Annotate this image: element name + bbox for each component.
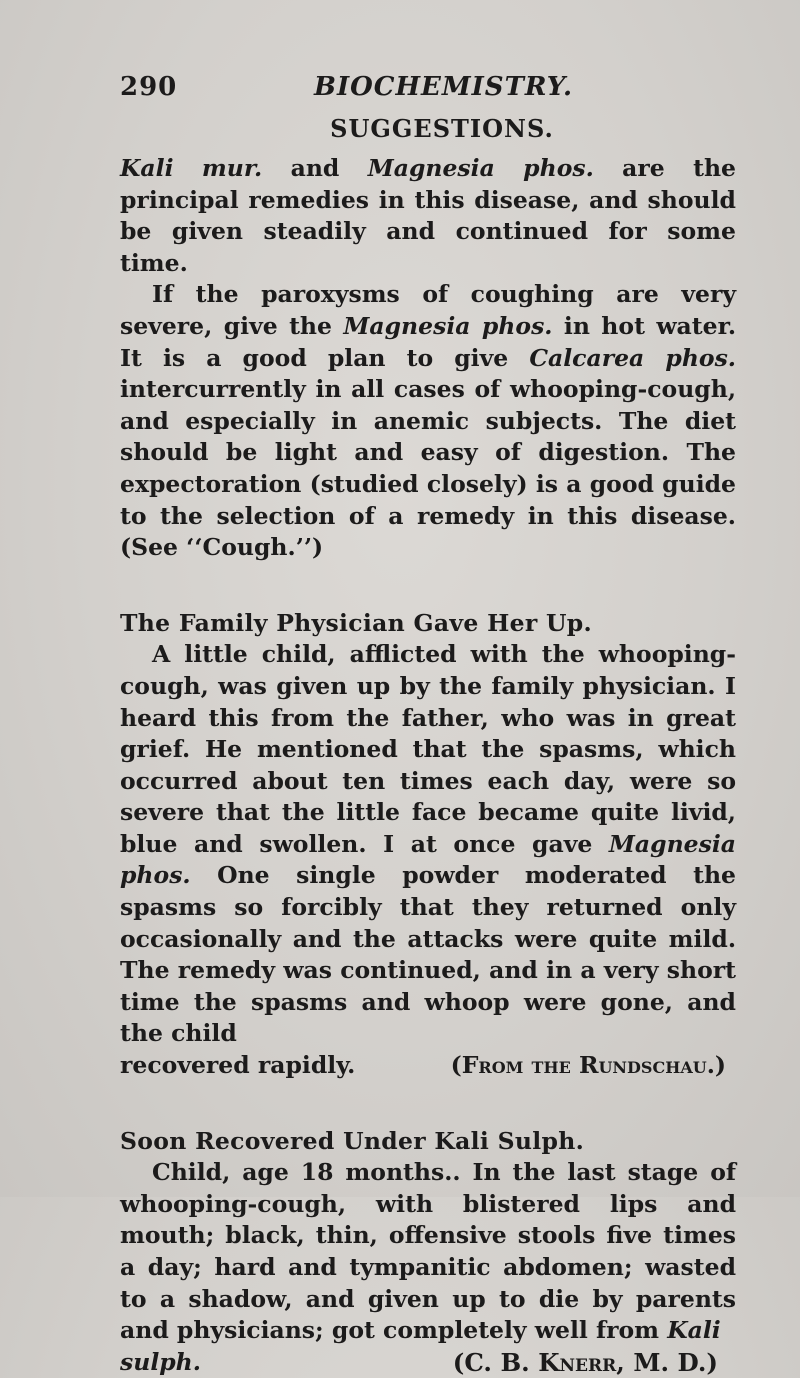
paragraph-text: in hot water. It is a good plan to give	[120, 311, 736, 372]
page-number: 290	[120, 72, 178, 102]
case-kali-sulph	[120, 1126, 736, 1378]
case-paragraph	[120, 1157, 736, 1347]
case-heading: Soon Recovered Under Kali Sulph.	[120, 1126, 585, 1155]
citation-line	[120, 1050, 736, 1082]
remedy-name: Calcarea phos.	[529, 343, 736, 372]
paragraph-text: are the principal remedies in this disease, and should be given steadily and continued for some time.	[120, 154, 736, 277]
remedy-name: Magnesia phos.	[367, 154, 594, 182]
citation-line	[120, 1347, 736, 1378]
case-heading: The Family Physician Gave Her Up.	[120, 608, 592, 637]
paragraph-text: Child, age 18 months.. In the last stage of whooping-cough, with blistered lips and mouth; black, thin, offensive stools five times a day; hard and tympanitic abdomen; wasted to a shadow, and given up to die by parents and physicians; got completely well from	[120, 1158, 736, 1345]
paragraph-text: If the paroxysms of coughing are very severe, give the	[120, 280, 736, 340]
citation: (C. B. Knerr, M. D.)	[452, 1347, 718, 1377]
remedy-name: sulph.	[120, 1347, 201, 1376]
paragraph-text: and	[262, 154, 368, 182]
suggestions-paragraph-2	[120, 279, 736, 563]
paragraph-text: recovered rapidly.	[120, 1051, 356, 1080]
case-paragraph	[120, 639, 736, 1050]
citation: (From the Rundschau.)	[450, 1051, 726, 1080]
book-page	[120, 66, 736, 1378]
remedy-name: Magnesia phos.	[120, 829, 736, 890]
paragraph-text: intercurrently in all cases of whooping-cough, and especially in anemic subjects. The diet should be light and easy of digestion. The expectoration (studied closely) is a good guide to the selection of a remedy in this disease. (See ‘‘Cough.’’)	[120, 375, 736, 562]
case-family-physician	[120, 608, 736, 1082]
remedy-name: Kali	[667, 1316, 721, 1345]
running-head	[120, 66, 736, 114]
running-title: BIOCHEMISTRY.	[314, 72, 573, 102]
remedy-name: Magnesia phos.	[343, 311, 553, 340]
paragraph-text: One single powder moderated the spasms so forcibly that they returned only occasionally and the attacks were quite mild. The remedy was continued, and in a very short time the spasms and whoop were gone, and the child	[120, 861, 736, 1048]
section-heading-suggestions: SUGGESTIONS.	[330, 114, 554, 143]
suggestions-paragraph-1	[120, 153, 736, 279]
remedy-name: Kali mur.	[120, 154, 263, 182]
paragraph-text: A little child, afflicted with the whooping-cough, was given up by the family physician. I heard this from the father, who was in great grief. He mentioned that the spasms, which occurred about ten times each day, were so severe that the little face became quite livid, blue and swollen. I at once gave	[120, 640, 736, 858]
